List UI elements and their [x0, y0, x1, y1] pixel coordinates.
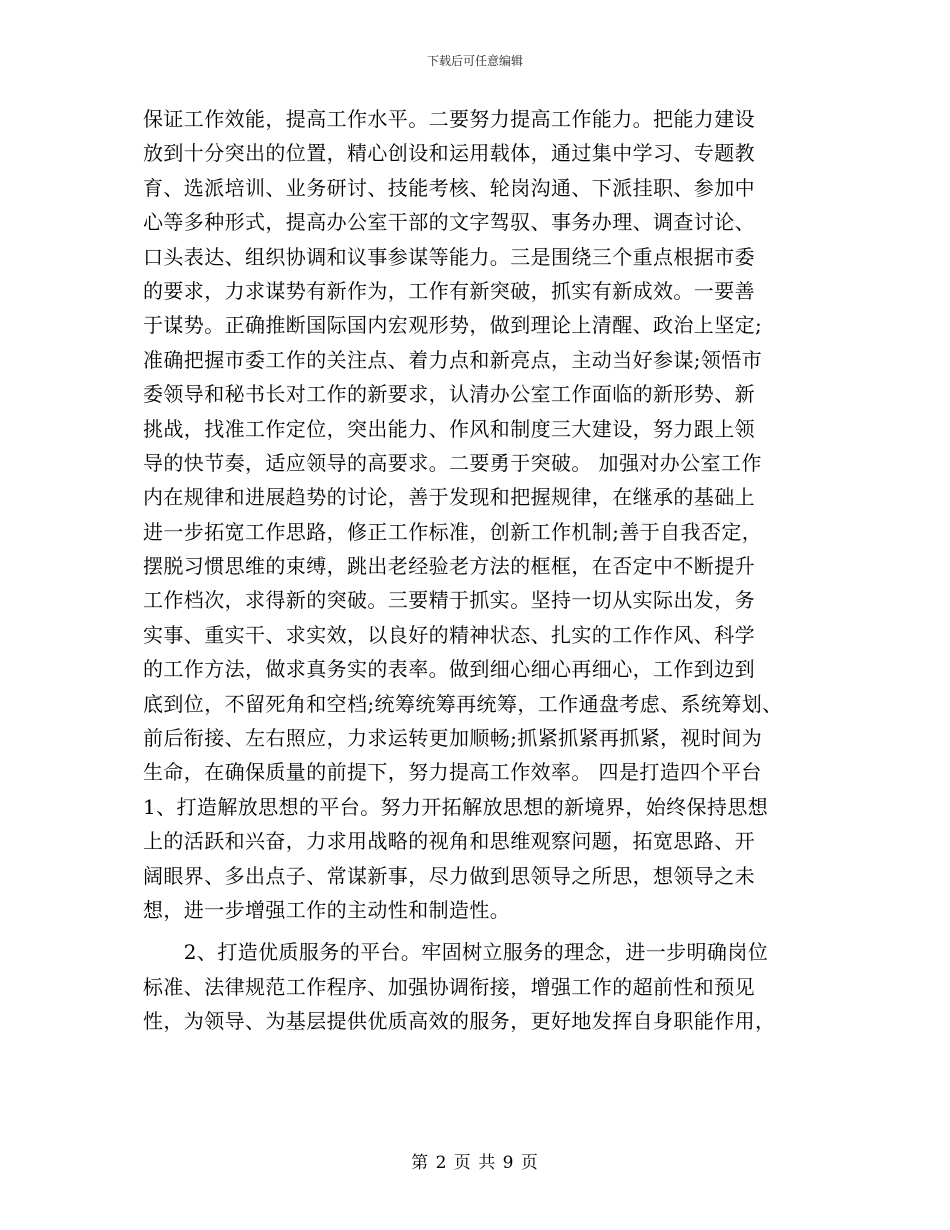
- text-line: 进一步拓宽工作思路，修正工作标准，创新工作机制;善于自我否定，: [143, 519, 763, 544]
- text-line: 准确把握市委工作的关注点、着力点和新亮点，主动当好参谋;领悟市: [143, 347, 763, 372]
- text-line: 放到十分突出的位置，精心创设和运用载体，通过集中学习、专题教: [143, 141, 755, 166]
- text-line: 心等多种形式，提高办公室干部的文字驾驭、事务办理、调查讨论、: [143, 210, 755, 235]
- text-line: 摆脱习惯思维的束缚，跳出老经验老方法的框框，在否定中不断提升: [143, 554, 755, 579]
- text-line: 导的快节奏，适应领导的高要求。二要勇于突破。 加强对办公室工作: [143, 450, 762, 475]
- text-line: 阔眼界、多出点子、常谋新事，尽力做到思领导之所思，想领导之未: [143, 863, 755, 888]
- text-line: 的工作方法，做求真务实的表率。做到细心细心再细心，工作到边到: [143, 657, 755, 682]
- text-line: 挑战，找准工作定位，突出能力、作风和制度三大建设，努力跟上领: [143, 416, 755, 441]
- text-line: 1、打造解放思想的平台。努力开拓解放思想的新境界，始终保持思想: [143, 794, 769, 819]
- text-line: 想，进一步增强工作的主动性和制造性。: [143, 897, 511, 922]
- text-line: 前后衔接、左右照应，力求运转更加顺畅;抓紧抓紧再抓紧，视时间为: [143, 726, 763, 751]
- text-line: 工作档次，求得新的突破。三要精于抓实。坚持一切从实际出发，务: [143, 588, 755, 613]
- text-line: 上的活跃和兴奋，力求用战略的视角和思维观察问题，拓宽思路、开: [143, 829, 755, 854]
- text-line: 内在规律和进展趋势的讨论，善于发现和把握规律，在继承的基础上: [143, 485, 755, 510]
- text-line: 性，为领导、为基层提供优质高效的服务，更好地发挥自身职能作用，: [143, 1009, 776, 1034]
- text-line: 实事、重实干、求实效，以良好的精神状态、扎实的工作作风、科学: [143, 622, 755, 647]
- text-line: 育、选派培训、业务研讨、技能考核、轮岗沟通、下派挂职、参加中: [143, 175, 755, 200]
- text-line: 生命，在确保质量的前提下，努力提高工作效率。 四是打造四个平台: [143, 760, 762, 785]
- text-line: 口头表达、组织协调和议事参谋等能力。三是围绕三个重点根据市委: [143, 244, 755, 269]
- text-line: 标准、法律规范工作程序、加强协调衔接，增强工作的超前性和预见: [143, 974, 755, 999]
- text-line: 委领导和秘书长对工作的新要求，认清办公室工作面临的新形势、新: [143, 382, 755, 407]
- text-line: 底到位，不留死角和空档;统筹统筹再统筹，工作通盘考虑、系统筹划、: [143, 691, 783, 716]
- page-header: 下载后可任意编辑: [426, 54, 523, 68]
- paragraph-first-line: 2、打造优质服务的平台。牢固树立服务的理念，进一步明确岗位: [143, 940, 769, 965]
- body-text: [143, 102, 813, 1039]
- page-number-footer: 第 2 页 共 9 页: [411, 1153, 539, 1173]
- text-line: 保证工作效能，提高工作水平。二要努力提高工作能力。把能力建设: [143, 107, 755, 131]
- text-line: 于谋势。正确推断国际国内宏观形势，做到理论上清醒、政治上坚定;: [143, 313, 763, 338]
- text-line: 的要求，力求谋势有新作为，工作有新突破，抓实有新成效。一要善: [143, 278, 755, 303]
